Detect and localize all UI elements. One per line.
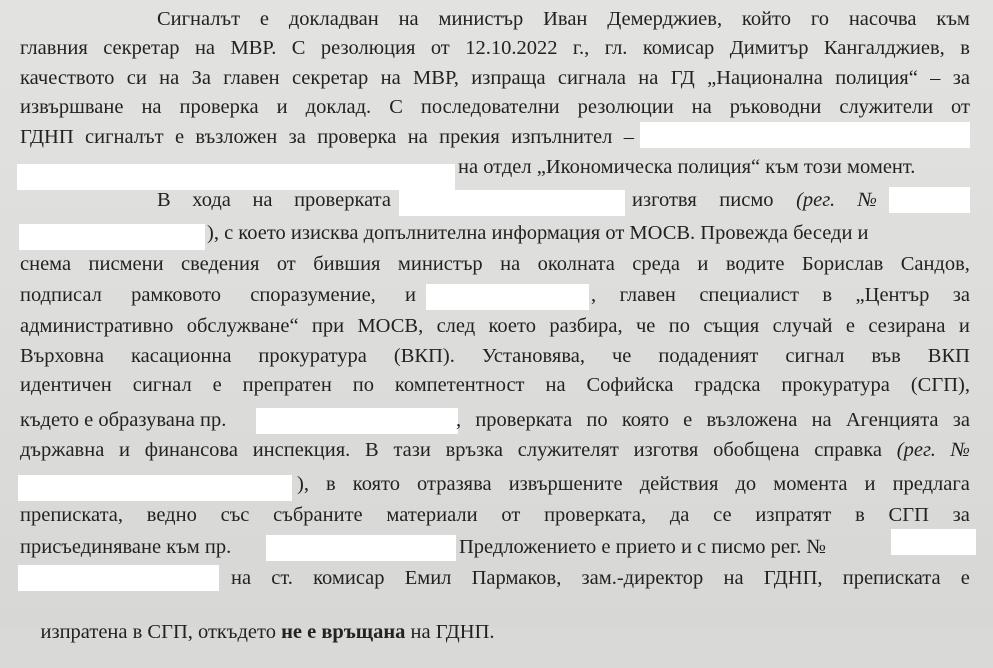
word: е: [174, 126, 185, 148]
paragraph-line: [456, 408, 970, 432]
word: при: [311, 315, 345, 337]
word: от: [430, 37, 450, 59]
word: че: [635, 315, 656, 337]
word: е: [259, 8, 270, 30]
word: резолюции: [577, 96, 674, 118]
word: на: [398, 8, 419, 30]
word: обслужване“: [186, 315, 299, 337]
word: със: [220, 504, 250, 526]
word: събраните: [273, 504, 363, 526]
word: –: [930, 67, 941, 89]
word: Върховна: [20, 345, 104, 367]
word: писмени: [88, 253, 164, 275]
word: служителят: [517, 439, 619, 461]
paragraph-line: [20, 66, 970, 90]
paragraph-line: Предложението е прието и с писмо рег. №: [459, 536, 826, 558]
word: в: [855, 504, 865, 526]
word: последователни: [420, 96, 560, 118]
redaction-box: [426, 284, 589, 310]
word: за: [952, 409, 970, 431]
redaction-box: [399, 190, 625, 216]
word: преписката,: [20, 504, 124, 526]
word: доклад.: [305, 96, 372, 118]
word: качеството: [20, 67, 115, 89]
word: водите: [725, 253, 785, 275]
word: сведения: [181, 253, 260, 275]
word: ст.: [271, 567, 293, 589]
word: „Център: [855, 284, 930, 306]
word: справка: [814, 439, 883, 461]
paragraph-line: [20, 373, 970, 397]
redaction-box: [266, 535, 456, 561]
word: и: [405, 284, 416, 306]
word: проверката: [475, 409, 573, 431]
word: бившия: [313, 253, 381, 275]
word: подаденият: [658, 345, 759, 367]
word: от: [276, 253, 296, 275]
word: държавна: [20, 439, 105, 461]
word: на: [231, 567, 252, 589]
word: от: [501, 504, 521, 526]
word: писмо: [719, 189, 774, 211]
word: ръководни: [729, 96, 822, 118]
word: проверка: [179, 96, 259, 118]
word: За: [191, 67, 211, 89]
word: ГД: [670, 67, 695, 89]
word: на: [723, 567, 744, 589]
word: на: [545, 374, 566, 396]
word: 12.10.2022: [465, 37, 558, 59]
word: което: [488, 315, 536, 337]
word: материали: [386, 504, 478, 526]
word: прокуратура: [781, 374, 890, 396]
paragraph-line: [20, 36, 970, 60]
word: градска: [694, 374, 761, 396]
paragraph-line: на отдел „Икономическа полиция“ към този момент.: [458, 156, 916, 178]
word: за: [952, 67, 970, 89]
word: секретар: [291, 67, 369, 89]
word: ГДНП: [20, 126, 74, 148]
paragraph-line: [20, 344, 970, 368]
word: (ВКП).: [393, 345, 455, 367]
word: гл.: [604, 37, 628, 59]
word: „Национална: [707, 67, 823, 89]
paragraph-line: [20, 596, 495, 643]
word: в: [960, 37, 970, 59]
word: служители: [839, 96, 934, 118]
word: Сигналът: [157, 8, 241, 30]
word: ,: [456, 409, 462, 431]
paragraph-line: [297, 472, 970, 496]
word: Установява,: [481, 345, 585, 367]
word: ГДНП,: [763, 567, 823, 589]
word: на: [141, 96, 162, 118]
word: МВР,: [413, 67, 459, 89]
paragraph-line: [20, 95, 970, 119]
word: комисар: [642, 37, 715, 59]
word: ведно: [146, 504, 197, 526]
word: околната: [537, 253, 615, 275]
word: проверката: [294, 189, 391, 211]
redaction-box: [640, 122, 970, 148]
word: си: [126, 67, 147, 89]
word: случай: [772, 315, 833, 337]
word: предлага: [892, 473, 970, 495]
redaction-box: [18, 475, 292, 501]
word: на: [194, 37, 216, 59]
word: за: [288, 126, 306, 148]
redaction-box: [18, 565, 219, 591]
word: го: [810, 8, 829, 30]
word: изпратят: [755, 504, 832, 526]
word: препратен: [242, 374, 332, 396]
word: Софийска: [586, 374, 674, 396]
redaction-box: [256, 408, 458, 434]
word: ВКП: [927, 345, 970, 367]
word: на: [691, 96, 712, 118]
text-run: изпратена в СГП, откъдето: [40, 621, 282, 643]
word: №: [857, 189, 877, 211]
word: на: [252, 189, 273, 211]
redaction-box: [891, 529, 976, 555]
word: за: [952, 504, 970, 526]
word: инспекция.: [252, 439, 351, 461]
word: среда: [632, 253, 680, 275]
word: С: [389, 96, 403, 118]
word: прокуратура: [258, 345, 367, 367]
paragraph-line: [591, 283, 970, 307]
word: докладван: [288, 8, 379, 30]
word: главен: [223, 67, 280, 89]
word: на: [407, 126, 428, 148]
word: възложена: [706, 409, 798, 431]
word: същия: [703, 315, 760, 337]
word: Пармаков,: [471, 567, 562, 589]
word: на: [500, 253, 521, 275]
word: тази: [393, 439, 431, 461]
word: Емил: [404, 567, 452, 589]
word: административно: [20, 315, 174, 337]
word: в: [326, 473, 336, 495]
redaction-box: [19, 224, 205, 250]
word: е: [212, 374, 222, 396]
word: министър: [397, 253, 483, 275]
word: ,: [591, 284, 597, 306]
paragraph-line: където е образувана пр.: [20, 409, 227, 431]
word: №: [950, 439, 970, 461]
word: изготвя: [632, 189, 697, 211]
word: Кангалджиев,: [823, 37, 945, 59]
word: Иван: [543, 8, 588, 30]
word: по: [668, 315, 690, 337]
word: и: [864, 473, 876, 495]
word: сигнал: [785, 345, 845, 367]
word: компетентност: [394, 374, 525, 396]
word: споразумение,: [250, 284, 376, 306]
word: Демерджиев,: [607, 8, 723, 30]
word: в: [822, 284, 833, 306]
word: на: [638, 67, 659, 89]
word: възложен: [195, 126, 278, 148]
word: действия: [639, 473, 719, 495]
word: момента: [773, 473, 848, 495]
word: до: [735, 473, 757, 495]
word: финансова: [144, 439, 238, 461]
word: изпраща: [471, 67, 546, 89]
word: да: [669, 504, 690, 526]
word: (СГП),: [910, 374, 970, 396]
bold-phrase: не е връщана: [281, 621, 406, 643]
word: снема: [20, 253, 72, 275]
word: която: [621, 409, 669, 431]
word: проверката,: [544, 504, 647, 526]
word: СГП: [888, 504, 929, 526]
word: Борислав: [801, 253, 884, 275]
word: и: [697, 253, 709, 275]
paragraph-line: [157, 188, 391, 212]
paragraph-line: [20, 252, 970, 276]
word: и: [119, 439, 131, 461]
word: подписал: [20, 284, 102, 306]
word: на: [159, 67, 180, 89]
word: главния: [20, 37, 88, 59]
word: по: [352, 374, 374, 396]
word: сигнал: [132, 374, 192, 396]
word: (рег.: [796, 189, 836, 211]
word: изготвя: [633, 439, 699, 461]
word: прекия: [439, 126, 500, 148]
word: преписката: [842, 567, 941, 589]
word: извършените: [508, 473, 623, 495]
word: МВР.: [230, 37, 277, 59]
word: разбира,: [549, 315, 623, 337]
word: след: [436, 315, 476, 337]
word: проверка: [317, 126, 397, 148]
word: от: [951, 96, 970, 118]
redaction-box: [889, 187, 970, 213]
word: сезирана: [868, 315, 946, 337]
word: С: [291, 37, 306, 59]
word: рамковото: [131, 284, 222, 306]
word: на: [811, 409, 832, 431]
word: комисар: [313, 567, 385, 589]
word: В: [157, 189, 171, 211]
word: насочва: [848, 8, 917, 30]
word: обобщена: [713, 439, 800, 461]
paragraph-line: присъединяване към пр.: [20, 536, 232, 558]
word: е: [960, 567, 970, 589]
word: връзка: [445, 439, 503, 461]
word: към: [936, 8, 970, 30]
word: резолюция: [320, 37, 416, 59]
word: идентичен: [20, 374, 112, 396]
word: на: [380, 67, 401, 89]
word: Сандов,: [900, 253, 970, 275]
word: Димитър: [729, 37, 809, 59]
word: специалист: [699, 284, 799, 306]
text-run: на ГДНП.: [405, 621, 495, 643]
word: (рег.: [896, 439, 936, 461]
word: и: [276, 96, 288, 118]
paragraph-line: [20, 125, 634, 149]
word: за: [952, 284, 970, 306]
word: министър: [438, 8, 524, 30]
word: главен: [619, 284, 676, 306]
word: хода: [192, 189, 231, 211]
paragraph-line: ), с което изисква допълнителна информация от МОСВ. Провежда беседи и: [207, 222, 869, 244]
redaction-box: [17, 164, 455, 190]
paragraph-line: [231, 566, 970, 590]
word: е: [683, 409, 693, 431]
word: сигнала: [557, 67, 626, 89]
word: Агенцията: [845, 409, 939, 431]
word: отразява: [417, 473, 492, 495]
word: г.,: [572, 37, 590, 59]
word: която: [352, 473, 400, 495]
word: секретар: [103, 37, 180, 59]
paragraph-line: [20, 314, 970, 338]
word: и: [958, 315, 970, 337]
word: който: [741, 8, 791, 30]
paragraph-line: [157, 7, 970, 31]
paragraph-line: [20, 438, 970, 462]
word: е: [845, 315, 855, 337]
word: касационна: [130, 345, 232, 367]
word: полиция“: [835, 67, 918, 89]
paragraph-line: [632, 188, 877, 212]
word: В: [365, 439, 379, 461]
word: зам.-директор: [581, 567, 704, 589]
paragraph-line: [20, 283, 416, 307]
word: –: [623, 126, 634, 148]
word: че: [611, 345, 632, 367]
word: по: [586, 409, 608, 431]
paragraph-line: [20, 503, 970, 527]
word: извършване: [20, 96, 124, 118]
word: във: [871, 345, 901, 367]
word: ),: [297, 473, 309, 495]
word: изпълнител: [511, 126, 613, 148]
word: се: [713, 504, 732, 526]
word: МОСВ,: [357, 315, 424, 337]
word: сигналът: [85, 126, 164, 148]
